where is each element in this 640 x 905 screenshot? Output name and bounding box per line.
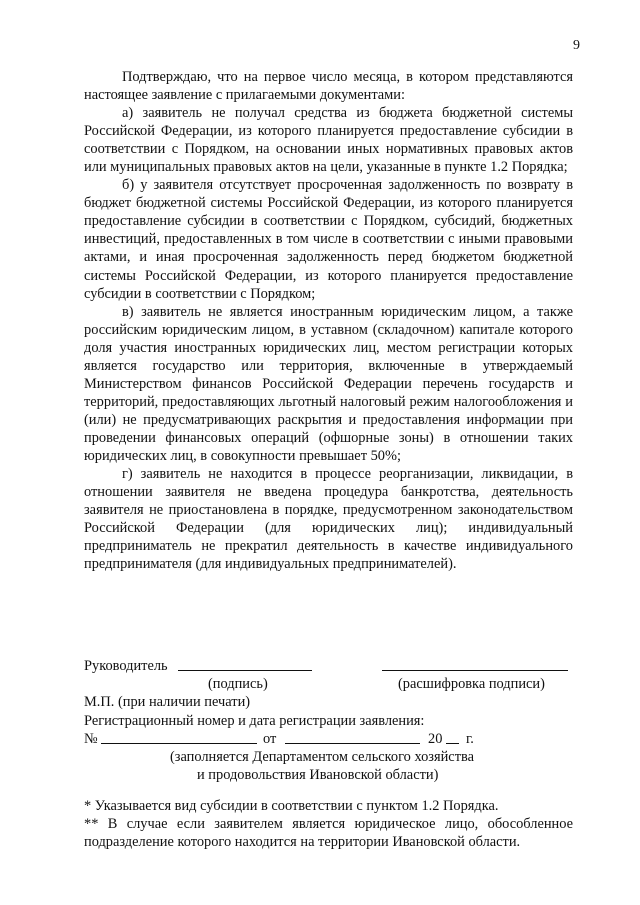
head-signature-row (84, 657, 573, 675)
intro-paragraph: Подтверждаю, что на первое число месяца, в котором представляются настоящее заявление с прилагаемыми документами: (84, 69, 573, 104)
clause-v-paragraph: в) заявитель не является иностранным юридическим лицом, а также российским юридическим лицом, в уставном (складочном) капитале которого доля участия иностранных юридических лиц, местом регистрации которых является государство или территория, включенные в утверждаемый Министерством финансов Российской Федерации перечень государств и территорий, предоставляющих льготный налоговый режим налогообложения и (или) не предусматривающих раскрытия и предоставления информации при проведении финансовых операций (офшорные зоны) в отношении таких юридических лиц, в совокупности превышает 50%; (84, 303, 573, 464)
head-label: Руководитель (84, 658, 168, 674)
year-prefix: 20 (428, 730, 443, 747)
footnote-2: ** В случае если заявителем является юридическое лицо, обособленное подразделение которого находится на территории Ивановской области. (84, 816, 573, 851)
clause-a-paragraph: а) заявитель не получал средства из бюджета бюджетной системы Российской Федерации, из которого планируется предоставление субсидии в соответствии с Порядком, на основании иных нормативных правовых актов или муниципальных правовых актов на цели, указанные в пункте 1.2 Порядка; (84, 105, 573, 176)
registration-date-line[interactable] (285, 730, 420, 744)
filled-by-line-1: (заполняется Департаментом сельского хозяйства (170, 748, 474, 765)
stamp-row (84, 693, 573, 711)
signature-caption: (подпись) (208, 676, 268, 693)
clause-g-paragraph: г) заявитель не находится в процессе реорганизации, ликвидации, в отношении заявителя не введена процедура банкротства, деятельность заявителя не приостановлена в порядке, предусмотренном законодательством Российской Федерации (для юридических лиц); индивидуальный предприниматель не прекратил деятельность в качестве индивидуального предпринимателя (для индивидуальных предпринимателей). (84, 466, 573, 573)
registration-fields-row (84, 730, 573, 748)
filled-by-line-2: и продовольствия Ивановской области) (197, 767, 439, 784)
signature-line[interactable] (178, 657, 312, 671)
confirmation-text (84, 68, 573, 573)
stamp-label: М.П. (при наличии печати) (84, 694, 251, 711)
registration-label: Регистрационный номер и дата регистрации заявления: (84, 712, 425, 729)
date-from-label: от (263, 730, 277, 747)
year-suffix: г. (466, 730, 474, 747)
decoding-caption: (расшифровка подписи) (398, 676, 545, 693)
filled-by-row-1 (84, 748, 573, 766)
clause-b-paragraph: б) у заявителя отсутствует просроченная задолженность по возврату в бюджет бюджетной системы Российской Федерации, из которого планируется предоставление субсидии в соответствии с Порядком, субсидий, бюджетных инвестиций, предоставленных в том числе в соответствии с иными правовыми актами, и иная просроченная задолженность перед бюджетом бюджетной системы Российской Федерации, из которого планируется предоставление субсидии в соответствии с Порядком; (84, 177, 573, 302)
footnotes (84, 797, 573, 852)
page-number: 9 (573, 38, 580, 53)
year-line[interactable] (446, 730, 459, 744)
signature-block (84, 657, 573, 784)
registration-row (84, 712, 573, 730)
number-sign: № (84, 730, 98, 747)
footnote-1: * Указывается вид субсидии в соответствии с пунктом 1.2 Порядка. (84, 798, 499, 814)
filled-by-row-2 (84, 766, 573, 784)
registration-number-line[interactable] (101, 730, 257, 744)
caption-row (84, 675, 573, 693)
decoding-line[interactable] (382, 657, 568, 671)
